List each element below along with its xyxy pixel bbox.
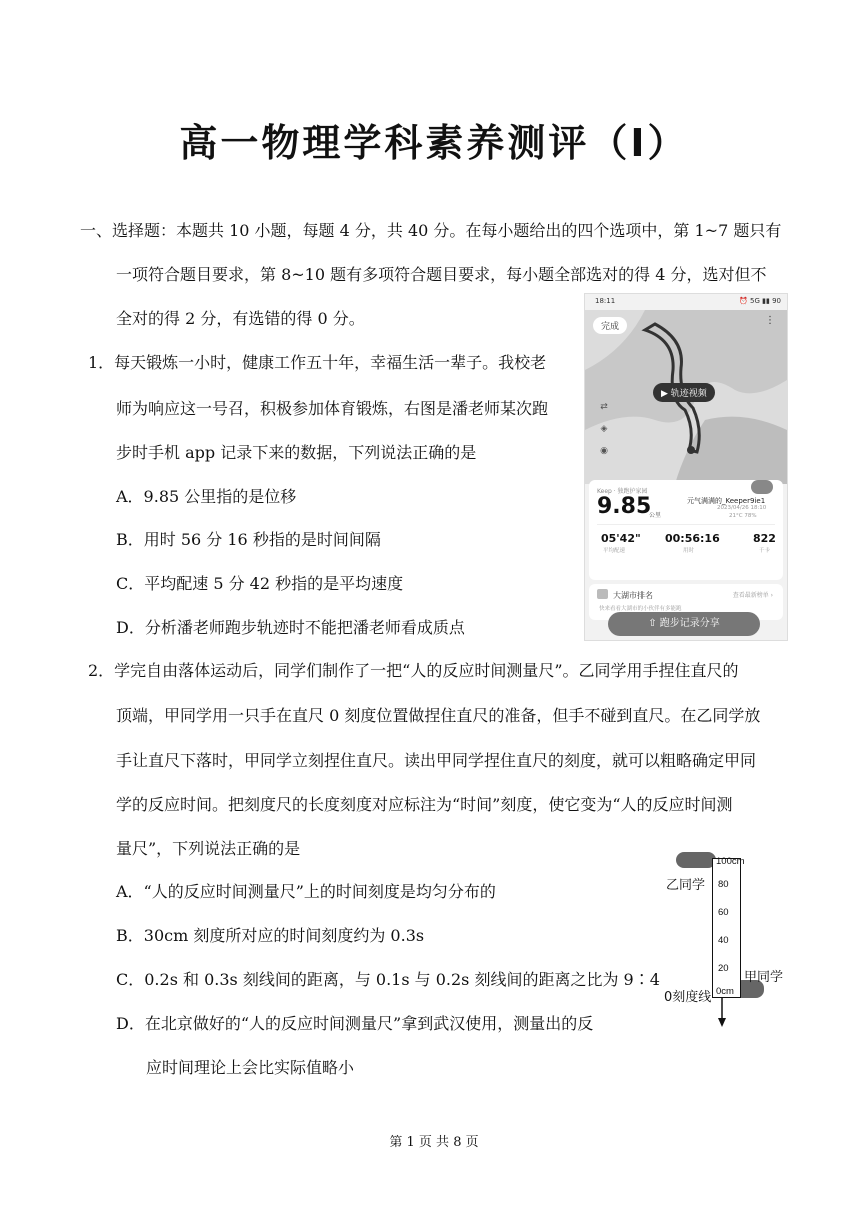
phone-status-icons: ⏰ 5G ▮▮ 90: [739, 297, 781, 305]
page-footer: 第 1 页 共 8 页: [389, 1135, 479, 1150]
q1-option-a: A．9.85 公里指的是位移: [116, 487, 297, 506]
q2-stem-line3: 手让直尺下落时，甲同学立刻捏住直尺。读出甲同学捏住直尺的刻度，就可以粗略确定甲同: [116, 751, 757, 770]
distance-value: 9.85: [597, 494, 652, 519]
q2-stem-line2: 顶端，甲同学用一只手在直尺 0 刻度位置做捏住直尺的准备，但手不碰到直尺。在乙同学放: [116, 706, 761, 725]
q2-option-b: B．30cm 刻度所对应的时间刻度约为 0.3s: [116, 926, 425, 945]
calories-label: 千卡: [759, 548, 771, 554]
ruler-tick: 80: [718, 879, 729, 890]
q1-stem-line2: 师为响应这一号召，积极参加体育锻炼，右图是潘老师某次跑: [116, 399, 549, 418]
page-title: 高一物理学科素养测评（Ⅰ）: [179, 121, 689, 165]
q2-stem-line1: 2．学完自由落体运动后，同学们制作了一把“人的反应时间测量尺”。乙同学用手捏住直尺的: [88, 661, 739, 680]
q2-option-d-continued: 应时间理论上会比实际值略小: [146, 1058, 355, 1077]
ruler-tick: 60: [718, 907, 729, 918]
q1-option-c: C．平均配速 5 分 42 秒指的是平均速度: [116, 574, 404, 593]
username: 元气满满的_Keeper9ie1: [687, 497, 766, 505]
rank-title: 大湖市排名: [613, 591, 653, 600]
share-run-button[interactable]: ⇧ 跑步记录分享: [608, 612, 760, 636]
q2-stem-line5: 量尺”，下列说法正确的是: [116, 839, 301, 858]
label-student-jia: 甲同学: [744, 970, 784, 985]
duration-label: 用时: [683, 548, 695, 554]
run-date: 2023/04/26 18:10: [717, 505, 767, 511]
q2-option-d: D．在北京做好的“人的反应时间测量尺”拿到武汉使用，测量出的反: [116, 1014, 594, 1033]
rank-link[interactable]: 查看最新榜单 ›: [732, 592, 773, 599]
q1-stem-line1: 1．每天锻炼一小时，健康工作五十年，幸福生活一辈子。我校老: [88, 353, 547, 372]
divider: [597, 524, 775, 525]
run-summary-card: [589, 480, 783, 580]
phone-status-time: 18:11: [595, 297, 616, 305]
hand-top-icon: [676, 852, 716, 868]
track-video-button[interactable]: ▶ 轨迹视频: [653, 383, 715, 402]
rank-icon: [597, 589, 608, 599]
down-arrow-icon: [716, 998, 728, 1028]
q2-stem-line4: 学的反应时间。把刻度尺的长度刻度对应标注为“时间”刻度，使它变为“人的反应时间测: [116, 795, 733, 814]
weather: 21°C 78%: [729, 513, 757, 519]
calories-value: 822: [753, 532, 776, 545]
section-instructions-line3: 全对的得 2 分，有选错的得 0 分。: [116, 309, 365, 328]
label-zero-line: 0刻度线: [664, 990, 712, 1005]
ruler-tick: 100cm: [716, 856, 745, 867]
ruler-tick: 20: [718, 963, 729, 974]
q2-option-a: A．“人的反应时间测量尺”上的时间刻度是均匀分布的: [116, 882, 496, 901]
layers-icon[interactable]: ◈: [600, 424, 608, 434]
running-app-screenshot: [584, 293, 788, 641]
section-instructions-line2: 一项符合题目要求，第 8~10 题有多项符合题目要求，每小题全部选对的得 4 分，选对但不: [116, 265, 767, 284]
pace-label: 平均配速: [603, 548, 626, 554]
eye-icon[interactable]: ◉: [600, 446, 608, 456]
label-student-yi: 乙同学: [666, 878, 706, 893]
ruler-tick: 40: [718, 935, 729, 946]
q1-option-d: D．分析潘老师跑步轨迹时不能把潘老师看成质点: [116, 618, 465, 637]
keep-label: Keep · 独跑护家园: [597, 488, 648, 495]
more-menu-icon[interactable]: ⋮: [765, 315, 775, 326]
pace-value: 05'42": [601, 532, 641, 545]
avatar: [751, 480, 773, 494]
map-side-toolbar: [591, 402, 617, 468]
duration-value: 00:56:16: [665, 532, 720, 545]
q1-stem-line3: 步时手机 app 记录下来的数据，下列说法正确的是: [116, 443, 477, 462]
q2-option-c: C．0.2s 和 0.3s 刻线间的距离，与 0.1s 与 0.2s 刻线间的距离之比为 9∶4: [116, 970, 660, 989]
ruler-tick: 0cm: [716, 986, 734, 997]
distance-unit: 公里: [649, 512, 662, 519]
switch-icon[interactable]: ⇄: [600, 402, 608, 412]
section-instructions-line1: 一、选择题：本题共 10 小题，每题 4 分，共 40 分。在每小题给出的四个选项中，第 1~7 题只有: [80, 221, 782, 240]
rank-subtitle: 快来看看大湖市的小伙伴有多能跑: [599, 606, 682, 612]
done-button[interactable]: 完成: [593, 317, 627, 334]
q1-option-b: B．用时 56 分 16 秒指的是时间间隔: [116, 530, 381, 549]
